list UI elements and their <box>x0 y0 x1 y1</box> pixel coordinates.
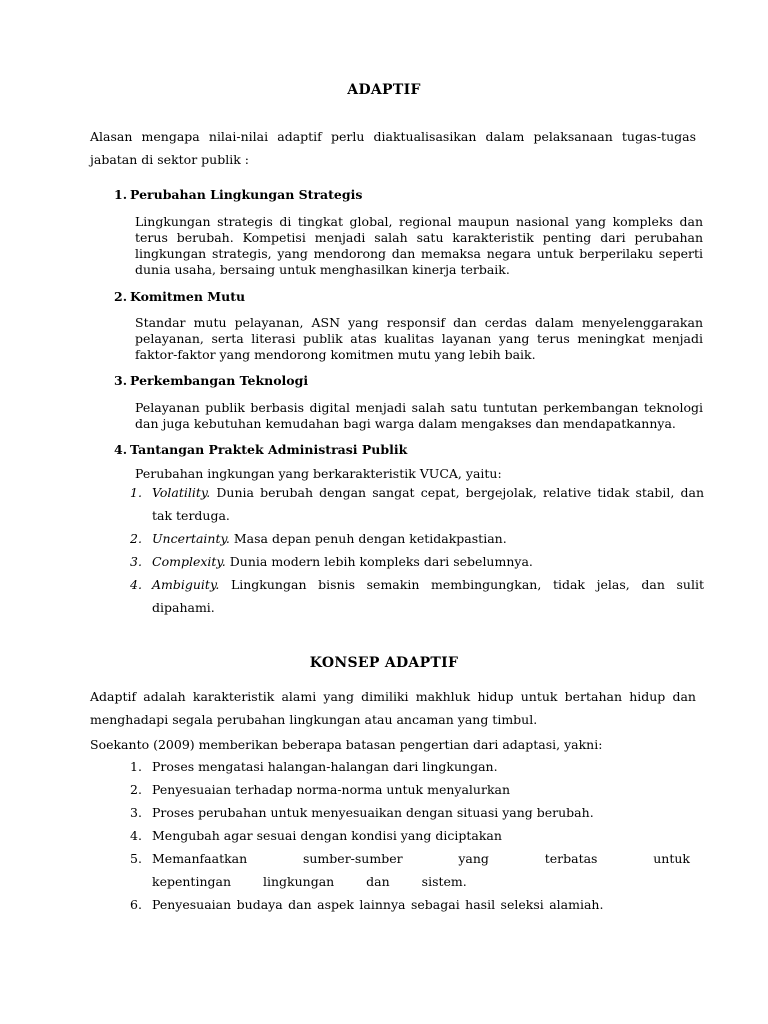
list-text: Penyesuaian terhadap norma-norma untuk menyalurkan <box>152 782 511 797</box>
reason-title: Perubahan Lingkungan Strategis <box>130 187 363 202</box>
reason-text-4: Perubahan ingkungan yang berkarakteristik VUCA, yaitu: <box>135 466 502 481</box>
intro-paragraph: Alasan mengapa nilai-nilai adaptif perlu diaktualisasikan dalam pelaksanaan tugas-tugas jabatan di sektor publik : <box>90 129 696 167</box>
list-number: 2. <box>130 782 142 797</box>
list-number: 6. <box>130 897 142 912</box>
reason-text-1: Lingkungan strategis di tingkat global, regional maupun nasional yang kompleks dan terus berubah. Kompetisi menjadi salah satu karakteristik penting dari perubahan lingkungan strategis, yang mendorong dan memaksa negara untuk berperilaku seperti dunia usaha, bersaing untuk menghasilkan kinerja terbaik. <box>135 214 703 277</box>
vuca-number: 1. <box>130 485 142 500</box>
reason-number: 4. <box>114 442 128 457</box>
list-item <box>130 847 690 893</box>
list-number: 1. <box>130 759 142 774</box>
section-title: KONSEP ADAPTIF <box>309 655 459 671</box>
list-number: 3. <box>130 805 142 820</box>
vuca-item <box>130 481 704 527</box>
list-text: Proses mengatasi halangan-halangan dari lingkungan. <box>152 759 498 774</box>
reason-heading-1 <box>114 187 362 202</box>
vuca-term: Volatility. <box>152 485 211 500</box>
list-text: Memanfaatkan sumber-sumber yang terbatas untuk kepentingan lingkungan dan sistem. <box>152 851 690 889</box>
vuca-desc: Dunia modern lebih kompleks dari sebelumnya. <box>225 554 533 569</box>
reason-number: 2. <box>114 289 128 304</box>
vuca-term: Uncertainty. <box>152 531 230 546</box>
vuca-desc: Masa depan penuh dengan ketidakpastian. <box>229 531 507 546</box>
vuca-term: Ambiguity. <box>152 577 220 592</box>
vuca-term: Complexity. <box>152 554 226 569</box>
reason-text-2: Standar mutu pelayanan, ASN yang responsif dan cerdas dalam menyelenggarakan pelayanan, serta literasi publik atas kualitas layanan yang terus meningkat menjadi faktor-faktor yang mendorong komitmen mutu yang lebih baik. <box>135 315 703 362</box>
list-text: Mengubah agar sesuai dengan kondisi yang diciptakan <box>152 828 502 843</box>
list-number: 5. <box>130 851 142 866</box>
page-title: ADAPTIF <box>347 82 421 98</box>
reason-heading-2 <box>114 289 245 304</box>
reason-title: Komitmen Mutu <box>130 289 246 304</box>
reason-title: Perkembangan Teknologi <box>130 373 309 388</box>
list-text: Proses perubahan untuk menyesuaikan dengan situasi yang berubah. <box>152 805 594 820</box>
vuca-text <box>152 550 704 573</box>
vuca-desc: Lingkungan bisnis semakin membingungkan, tidak jelas, dan sulit dipahami. <box>152 577 704 615</box>
reason-title: Tantangan Praktek Administrasi Publik <box>130 442 408 457</box>
reason-number: 1. <box>114 187 128 202</box>
vuca-number: 3. <box>130 554 142 569</box>
konsep-paragraph-1: Adaptif adalah karakteristik alami yang dimiliki makhluk hidup untuk bertahan hidup dan menghadapi segala perubahan lingkungan atau ancaman yang timbul. <box>90 689 696 727</box>
vuca-text <box>152 527 704 550</box>
vuca-number: 2. <box>130 531 142 546</box>
vuca-desc: Dunia berubah dengan sangat cepat, bergejolak, relative tidak stabil, dan tak terduga. <box>152 485 704 523</box>
list-number: 4. <box>130 828 142 843</box>
reason-text-3: Pelayanan publik berbasis digital menjadi salah satu tuntutan perkembangan teknologi dan juga kebutuhan kemudahan bagi warga dalam mengakses dan mendapatkannya. <box>135 400 703 431</box>
reason-heading-3 <box>114 373 308 388</box>
konsep-paragraph-2: Soekanto (2009) memberikan beberapa batasan pengertian dari adaptasi, yakni: <box>90 737 603 752</box>
list-text: Penyesuaian budaya dan aspek lainnya sebagai hasil seleksi alamiah. <box>152 897 604 912</box>
vuca-text <box>152 573 704 619</box>
reason-heading-4 <box>114 442 407 457</box>
reason-number: 3. <box>114 373 128 388</box>
vuca-number: 4. <box>130 577 142 592</box>
vuca-text <box>152 481 704 527</box>
